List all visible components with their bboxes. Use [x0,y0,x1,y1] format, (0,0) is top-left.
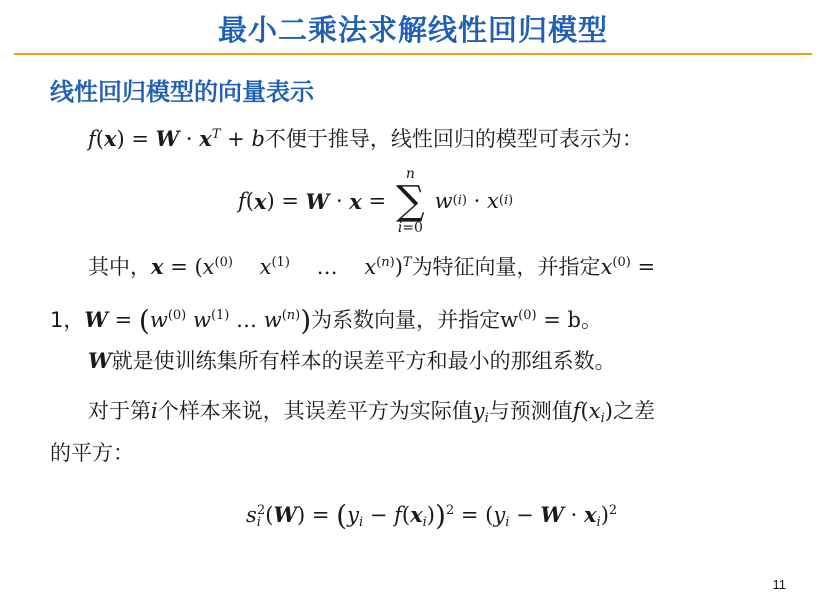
line6-b: 个样本来说，其误差平方为实际值 [157,399,473,423]
title-divider [14,53,812,55]
line5-text: 就是使训练集所有样本的误差平方和最小的那组系数。 [111,349,616,373]
paragraph-objective: W就是使训练集所有样本的误差平方和最小的那组系数。 [88,348,616,373]
section-heading: 线性回归模型的向量表示 [50,78,314,106]
page-number: 11 [772,577,786,592]
slide-title: 最小二乘法求解线性回归模型 [217,13,608,47]
paragraph-linear-model: $f(x) = W \cdot x^T + b$不便于推导，线性回归的模型可表示为： [88,126,643,151]
line7-text: 的平方： [50,441,134,465]
line6-c: 与预测值 [488,399,573,423]
vector-form-formula: f ( x ) = W · x = n ∑ i=0 w (i) · x (i) [238,166,514,236]
sum-symbol: n ∑ i=0 [396,166,425,236]
line4-prefix: 1， [50,308,85,332]
squared-error-formula: $s_i^2(W) = (y_i - f(x_i))^2 = (y_i - W \cdot x_i)^2$ [246,499,618,532]
line6-d: 之差 [612,399,655,423]
line3-mid: 为特征向量，并指定 [411,255,601,279]
paragraph-coefficient-vector: 1，$W = (w^{(0)}$ $w^{(1)}$ … $w^{(n)}$)为系数向量，并指定$w^{(0)} = b$。 [50,304,602,337]
line1-text: 不便于推导，线性回归的模型可表示为： [264,127,643,151]
line4-mid: 为系数向量，并指定 [311,308,501,332]
line4-end: 。 [580,308,602,332]
paragraph-feature-vector: 其中，$x = (x^{(0)}$ $x^{(1)}$ … $x^{(n)})^T$为特征向量，并指定$x^{(0)}$ = [88,254,656,279]
line3-prefix: 其中， [88,255,151,279]
paragraph-square [50,438,134,468]
paragraph-error: 对于第i个样本来说，其误差平方为实际值$y_i$与预测值$f(x_i)$之差 [88,399,655,426]
line6-a: 对于第 [88,399,151,423]
